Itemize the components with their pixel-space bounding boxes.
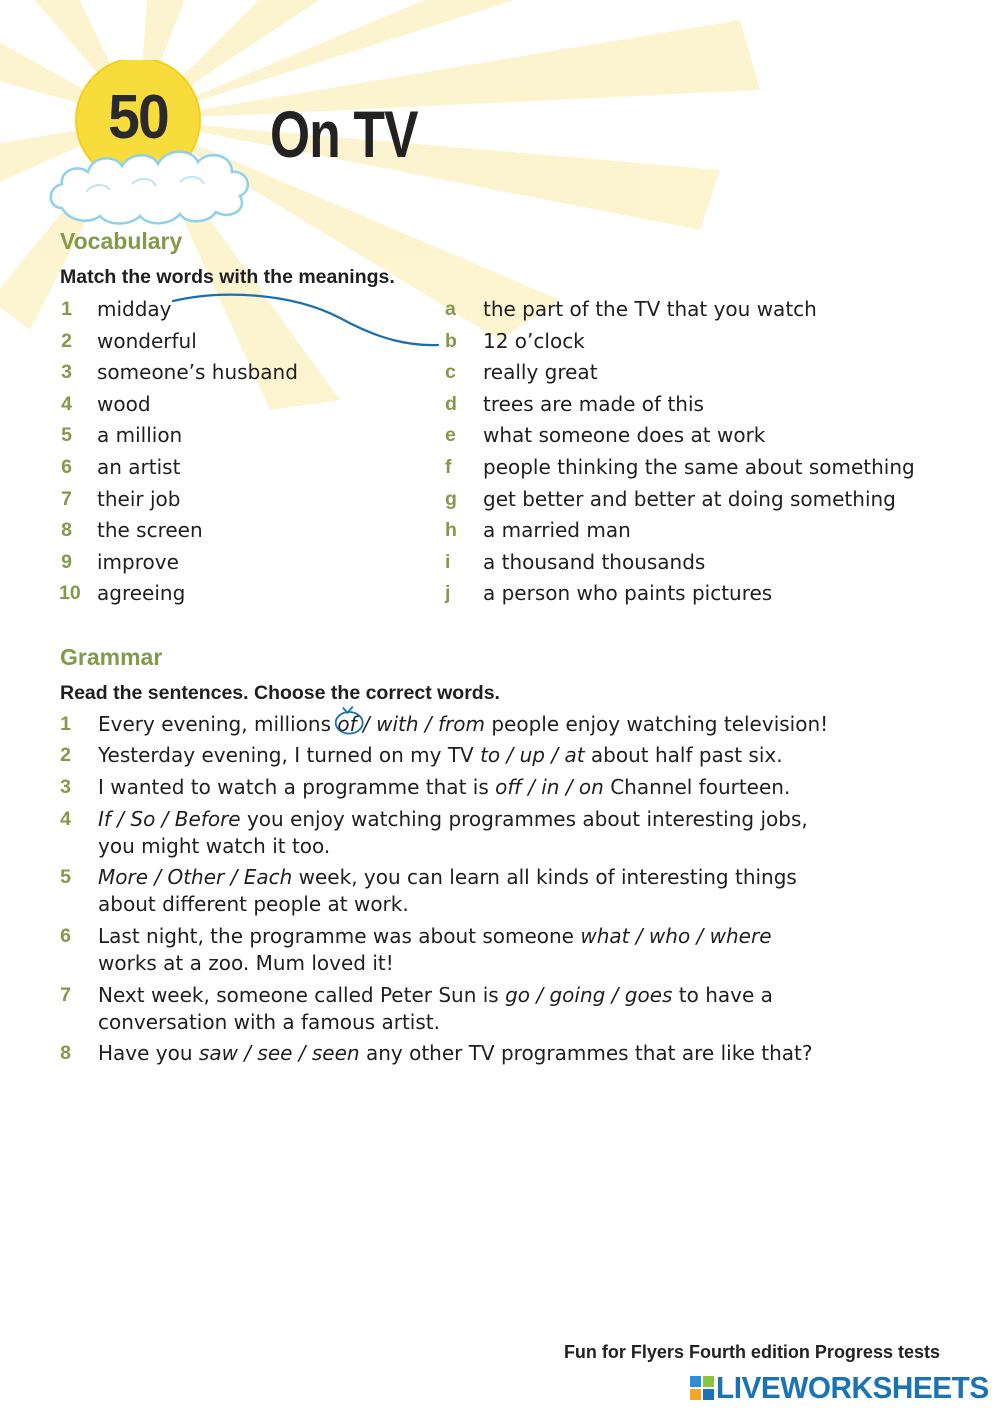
- vocab-word-number: 4: [61, 392, 72, 415]
- vocab-meaning-letter: f: [445, 456, 452, 478]
- vocab-word-number: 9: [61, 550, 72, 573]
- vocab-word-text: a million: [97, 423, 183, 448]
- vocab-meaning-item[interactable]: [445, 389, 985, 419]
- grammar-item-number: 7: [60, 984, 71, 1006]
- vocab-meaning-text: people thinking the same about something: [483, 455, 915, 479]
- grammar-item-number: 8: [60, 1042, 71, 1064]
- vocab-word-text: wood: [97, 391, 151, 416]
- grammar-sentence-line: conversation with a famous artist.: [98, 1010, 440, 1034]
- vocab-meaning-item[interactable]: [445, 452, 985, 482]
- vocab-word-text: someone’s husband: [97, 360, 298, 385]
- vocab-word-item[interactable]: [59, 578, 389, 608]
- grammar-sentence-line: [98, 864, 847, 891]
- vocab-word-item[interactable]: [59, 357, 389, 387]
- grammar-item: [47, 711, 847, 738]
- footer-book-title: Fun for Flyers Fourth edition Progress tests: [563, 1342, 940, 1362]
- grammar-sentence-text: any other TV programmes that are like that?: [359, 1041, 813, 1065]
- grammar-sentence: [98, 742, 847, 769]
- grammar-sentence-line: works at a zoo. Mum loved it!: [98, 951, 394, 975]
- vocab-meaning-letter: h: [445, 519, 457, 542]
- grammar-choice-options[interactable]: More / Other / Each: [98, 865, 293, 889]
- grammar-item-number: 3: [60, 776, 71, 798]
- grammar-sentence: [98, 806, 847, 860]
- vocab-meaning-letter: e: [445, 424, 456, 447]
- vocab-word-text: midday: [97, 297, 172, 321]
- vocab-word-number: 7: [61, 487, 72, 510]
- grammar-choice-options[interactable]: saw / see / seen: [198, 1041, 360, 1065]
- vocab-word-item[interactable]: [59, 452, 389, 482]
- grammar-sentence-line: [98, 1040, 847, 1067]
- vocab-meaning-letter: c: [445, 361, 456, 384]
- grammar-item-number: 2: [60, 744, 71, 766]
- vocab-word-number: 8: [61, 519, 72, 542]
- liveworksheets-logo-icon: [690, 1376, 714, 1400]
- grammar-item-number: 1: [60, 713, 71, 735]
- grammar-sentence-line: you might watch it too.: [98, 834, 331, 858]
- grammar-sentence-text: I wanted to watch a programme that is: [98, 775, 496, 799]
- vocab-meaning-item[interactable]: [445, 578, 985, 608]
- vocab-word-item[interactable]: [59, 547, 389, 577]
- vocab-meaning-letter: i: [445, 550, 451, 573]
- vocab-word-item[interactable]: [59, 294, 389, 324]
- vocab-meaning-text: 12 o’clock: [483, 328, 585, 353]
- vocab-meaning-text: a married man: [483, 518, 631, 543]
- vocab-meaning-item[interactable]: [445, 357, 985, 387]
- vocab-meaning-text: get better and better at doing something: [483, 486, 896, 511]
- grammar-item: [47, 1040, 847, 1067]
- grammar-sentence: [98, 774, 847, 801]
- unit-number: 50: [108, 83, 168, 152]
- vocab-meaning-item[interactable]: [445, 547, 985, 577]
- grammar-chosen-answer[interactable]: of: [337, 711, 356, 738]
- vocab-word-item[interactable]: [59, 326, 389, 356]
- grammar-heading: Grammar: [60, 644, 163, 670]
- grammar-sentence-line: [98, 711, 847, 738]
- vocab-word-number: 2: [61, 329, 72, 352]
- vocab-meaning-text: trees are made of this: [483, 391, 704, 416]
- vocab-word-text: their job: [97, 486, 181, 511]
- grammar-sentence-line: about different people at work.: [98, 892, 409, 916]
- vocab-word-text: an artist: [97, 455, 181, 479]
- vocab-meaning-item[interactable]: [445, 484, 985, 514]
- page-title: On TV: [270, 97, 418, 171]
- liveworksheets-wordmark: LIVEWORKSHEETS: [716, 1370, 989, 1405]
- grammar-item: [47, 982, 847, 1036]
- grammar-sentence-text: Yesterday evening, I turned on my TV: [98, 743, 481, 767]
- vocab-meaning-text: a person who paints pictures: [483, 581, 773, 606]
- grammar-sentence-text: Last night, the programme was about someone: [98, 924, 581, 948]
- vocab-meaning-item[interactable]: [445, 326, 985, 356]
- grammar-choice-options[interactable]: / with / from: [356, 712, 485, 736]
- vocab-meaning-letter: a: [445, 298, 456, 320]
- vocab-meaning-item[interactable]: [445, 420, 985, 450]
- vocab-word-item[interactable]: [59, 515, 389, 545]
- grammar-choice-options[interactable]: If / So / Before: [98, 807, 241, 831]
- vocab-meaning-letter: g: [445, 487, 457, 510]
- grammar-sentence-line: [98, 806, 847, 833]
- grammar-item: [47, 774, 847, 801]
- grammar-item: [47, 923, 847, 977]
- grammar-sentence-line: [98, 982, 847, 1009]
- vocab-word-number: 5: [61, 424, 72, 447]
- grammar-sentence-line: [98, 742, 847, 769]
- grammar-choice-options[interactable]: what / who / where: [580, 924, 772, 948]
- grammar-sentence-text: Channel fourteen.: [603, 775, 791, 799]
- grammar-sentence-text: Every evening, millions: [98, 712, 338, 736]
- grammar-sentence: [98, 923, 847, 977]
- grammar-sentence: [98, 982, 847, 1036]
- vocabulary-instruction: Match the words with the meanings.: [60, 266, 395, 288]
- grammar-sentence-text: you enjoy watching programmes about interesting jobs,: [240, 807, 808, 831]
- vocab-meaning-text: really great: [483, 360, 598, 385]
- grammar-choice-options[interactable]: to / up / at: [480, 743, 585, 767]
- vocab-word-number: 6: [61, 456, 72, 478]
- vocab-meaning-letter: j: [445, 582, 451, 605]
- grammar-instruction: Read the sentences. Choose the correct words.: [60, 682, 500, 704]
- grammar-sentence-text: to have a: [672, 983, 773, 1007]
- vocab-meaning-text: a thousand thousands: [483, 549, 706, 574]
- vocab-meaning-letter: b: [445, 329, 457, 352]
- vocab-meaning-text: the part of the TV that you watch: [483, 297, 817, 321]
- vocab-meaning-item[interactable]: [445, 515, 985, 545]
- grammar-sentence-text: week, you can learn all kinds of interesting things: [292, 865, 797, 889]
- grammar-sentence: [98, 711, 847, 738]
- grammar-choice-options[interactable]: off / in / on: [495, 775, 604, 799]
- vocab-word-item[interactable]: [59, 484, 389, 514]
- grammar-sentence: [98, 864, 847, 918]
- answer-circle-mark: [333, 704, 369, 738]
- grammar-item: [47, 742, 847, 769]
- vocab-word-number: 10: [59, 582, 81, 605]
- vocab-word-number: 1: [61, 298, 72, 320]
- grammar-sentence-line: [98, 923, 847, 950]
- vocab-word-text: agreeing: [97, 581, 186, 606]
- grammar-sentence: [98, 1040, 847, 1067]
- grammar-sentence-text: people enjoy watching television!: [484, 712, 829, 736]
- grammar-sentence-text: about half past six.: [584, 743, 783, 767]
- grammar-item-number: 6: [60, 925, 71, 947]
- grammar-item: [47, 864, 847, 918]
- vocab-word-text: improve: [97, 549, 179, 574]
- vocab-word-text: wonderful: [97, 328, 197, 353]
- vocabulary-heading: Vocabulary: [60, 228, 183, 254]
- grammar-sentence-text: Next week, someone called Peter Sun is: [98, 983, 506, 1007]
- grammar-choice-options[interactable]: go / going / goes: [505, 983, 673, 1007]
- vocab-meaning-text: what someone does at work: [483, 423, 766, 448]
- grammar-sentence-text: Have you: [98, 1041, 199, 1065]
- vocab-word-item[interactable]: [59, 389, 389, 419]
- grammar-sentence-line: [98, 774, 847, 801]
- vocab-word-number: 3: [61, 361, 72, 384]
- grammar-item-number: 5: [60, 866, 71, 888]
- vocab-meaning-letter: d: [445, 392, 457, 415]
- grammar-item-number: 4: [60, 808, 71, 830]
- vocab-meaning-item[interactable]: [445, 294, 985, 324]
- vocab-word-text: the screen: [97, 518, 203, 543]
- grammar-item: [47, 806, 847, 860]
- vocab-word-item[interactable]: [59, 420, 389, 450]
